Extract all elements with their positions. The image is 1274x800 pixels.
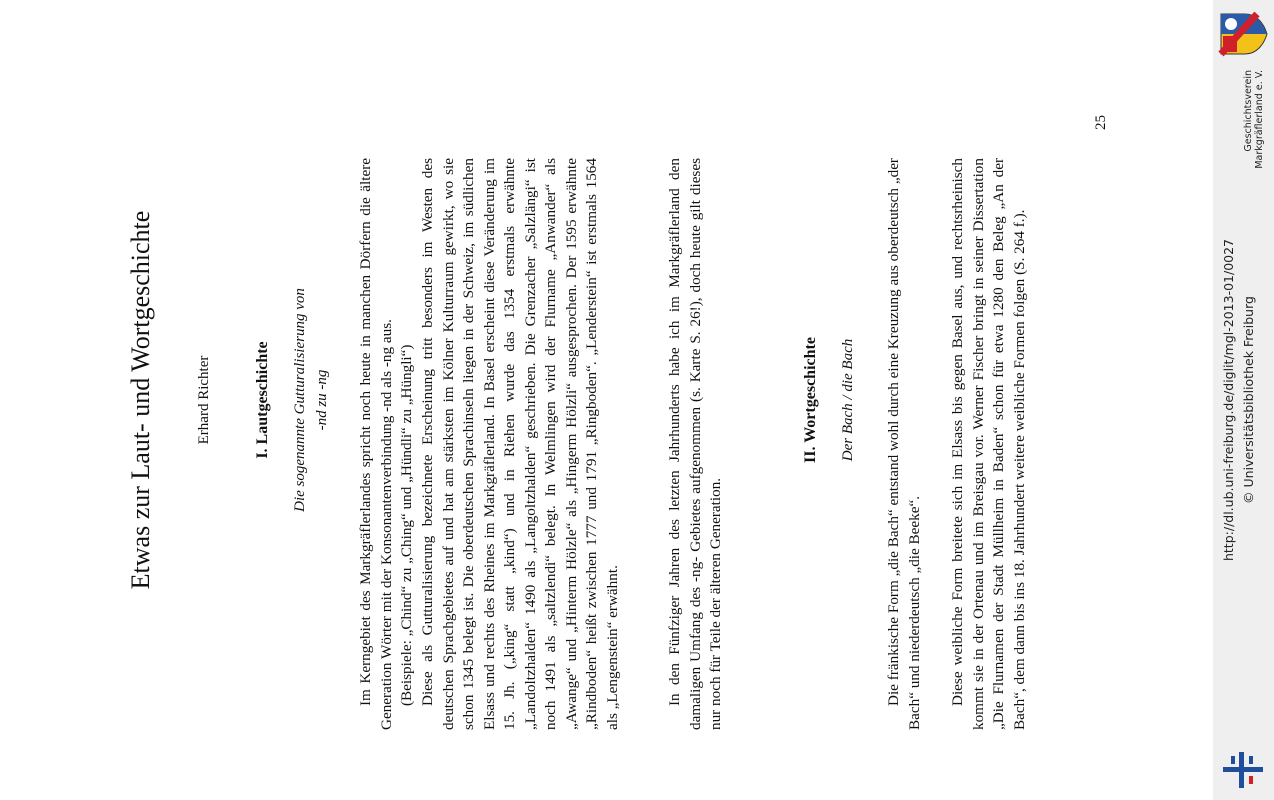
paragraph-fraenkische-form: Die fränkische Form „die Bach“ entstand wohl durch eine Kreuzung aus oberdeutsch „der Bach“ und niederdeutsch „die Beeke“. (885, 158, 923, 730)
section-heading-wortgeschichte: II. Wortgeschichte (802, 337, 819, 463)
section-subtitle-line2: -nd zu -ng (314, 369, 330, 431)
paragraph-fuenfziger-jahre: In den Fünfziger Jahren des letzten Jahrhunderts habe ich im Markgräflerland den damaligen Umfang des -ng- Gebietes aufgenommen (s. Karte S. 26!), doch heute gilt dieses nur noch für Teile der älteren Generation. (666, 158, 724, 730)
society-name-line2: Markgräflerland e. V. (1254, 70, 1265, 169)
article-title: Etwas zur Laut- und Wortgeschichte (126, 210, 155, 590)
paragraph-1: Im Kerngebiet des Markgräflerlandes spricht noch heute in manchen Dörfern die ältere Generation Wörter mit der Konsonantenverbindung -nd als -ng aus. (357, 158, 395, 730)
section-heading-lautgeschichte: I. Lautgeschichte (254, 341, 271, 459)
society-crest-icon (1217, 8, 1269, 60)
section-subtitle-line1: Die sogenannte Gutturalisierung von (292, 288, 308, 512)
paragraph-weibliche-form: Diese weibliche Form breitete sich im Elsass bis gegen Basel aus, und rechtsrheinisch kommt sie in der Ortenau und im Breisgau vor. Werner Fischer bringt in seiner Dissertation „Die Flurnamen der Stadt Müllheim in Baden“ schon für etwa 1280 den Beleg „An der Bach“, dem dann bis ins 18. Jahrhundert weitere weibliche Formen folgen (S. 264 f.). (949, 158, 1028, 730)
article-author: Erhard Richter (196, 355, 212, 445)
paragraph-gutturalisierung: Diese als Gutturalisierung bezeichnete Erscheinung tritt besonders im Westen des deutschen Sprachgebietes auf und hat am stärksten im Kölner Kulturraum gewirkt, wo sie schon 1345 belegt ist. Die oberdeutschen Sprachinseln liegen in der Schweiz, im südlichen Elsass und rechts des Rheines im Markgräflerland. In Basel erscheint diese Veränderung im 15. Jh. („king“ statt „kind“) und in Riehen wurde das 1354 erstmals erwähnte „Landoltzhalden“ 1490 als „Langoltzhalden“ geschrieben. Die Grenzacher „Salzlängi“ ist noch 1491 als „saltzlendi“ belegt. In Welmlingen wird der Flurname „Anwander“ als „Awange“ und „Hinterm Hölzle“ als „Hingerm Hölzli“ ausgesprochen. Der 1595 erwähnte „Rindboden“ heißt zwischen 1777 und 1791 „Ringboden“. „Lenderstein“ ist erstmals 1564 als „Lengenstein“ erwähnt. (419, 158, 621, 730)
library-footer (1213, 0, 1274, 800)
document-url[interactable]: http://dl.ub.uni-freiburg.de/diglit/mgl-2013-01/0027 (1221, 238, 1236, 562)
section-subtitle-bach: Der Bach / die Bach (840, 338, 856, 462)
copyright-notice: © Universitätsbibliothek Freiburg (1241, 296, 1256, 504)
paragraph-examples: (Beispiele: „Chind“ zu „Ching“ und „Hündli“ zu „Hüngli“) (398, 344, 415, 706)
society-name (1243, 70, 1265, 169)
page-number: 25 (1093, 115, 1109, 130)
society-name-line1: Geschichtsverein (1243, 70, 1254, 152)
